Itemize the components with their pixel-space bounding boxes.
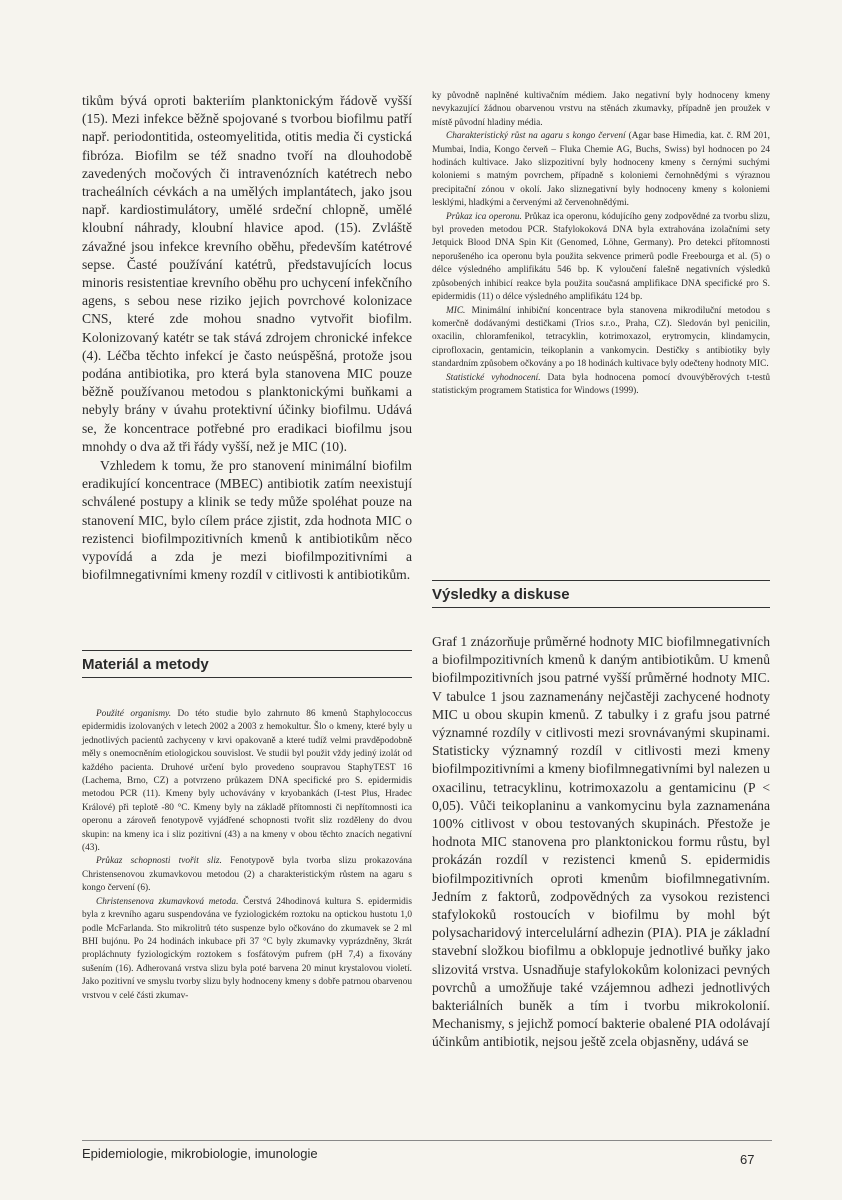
methods-mic-paragraph	[432, 305, 770, 372]
methods-ica-paragraph	[432, 211, 770, 305]
methods-heading: Materiál a metody	[82, 656, 209, 673]
paragraph-lead: Průkaz ica operonu.	[446, 211, 522, 222]
paragraph-lead: Christensenova zkumavková metoda.	[96, 896, 239, 907]
paragraph-lead: Charakteristický růst na agaru s kongo červení	[446, 131, 626, 142]
results-section	[432, 633, 770, 1052]
paragraph-body: Do této studie bylo zahrnuto 86 kmenů Staphylococcus epidermidis izolovaných v letech 2002 a 2003 z hemokultur. Šlo o kmeny, které byly u jednotlivých pacientů zachyceny v krvi opakovaně a které tudíž velmi pravděpodobně měly s onemocněním etiologickou souvislost. Ve studii byl použit vždy jediný izolát od každého pacienta. Druhové určení bylo provedeno soupravou StaphyTEST 16 (Lachema, Brno, CZ) a potvrzeno průkazem DNA specifické pro S. epidermidis metodou PCR (11). Kmeny byly uchovávány v kryobankách (I-test Plus, Hradec Králové) při teplotě -80 °C. Kmeny byly na základě přítomnosti či nepřítomnosti ica operonu a zároveň fenotypově vyjádřené schopnosti tvořit sliz rozděleny do dvou skupin: na kmeny ica i sliz pozitivní (43) a na kmeny v obou těchto znacích negativní (43).	[82, 709, 413, 854]
intro-paragraph: tikům bývá oproti bakteriím planktonickým řádově vyšší (15). Mezi infekce běžně spojované s tvorbou biofilmu patří např. periodontitida, osteomyelitida, otitis media či cystická fibróza. Biofilm se též snadno tvoří na dlouhodobě zavedených močových či intravenózních katétrech nebo tracheálních cévkách a na umělých implantátech, jako jsou např. kardiostimulátory, umělé srdeční chlopně, umělé kloubní náhrady, kloubní hlavice apod. (15). Zvláště závažné jsou infekce krevního oběhu, především katétrové sepse. Časté používání katétrů, představujících locus minoris resistentiae krevního oběhu pro uchycení infekčního agens, s sebou nese riziko jejich povrchové kolonizace CNS, které zde mohou snadno vytvořit biofilm. Kolonizovaný katétr se tak stává zdrojem chronické infekce (4). Léčba těchto infekcí je často neúspěšná, protože jsou podána antibiotika, pro která byla stanovena MIC pouze běžně používanou metodou s planktonickými buňkami a nebyly brány v úvahu protektivní účinky biofilmu. Udává se, že koncentrace potřebné pro eradikaci biofilmu jsou mnohdy o dva až tři řády vyšší, než je MIC (10).	[82, 93, 412, 454]
results-heading-block	[432, 580, 770, 608]
methods-heading-block	[82, 650, 412, 678]
methods-christensen-paragraph	[82, 896, 412, 1003]
journal-name: Epidemiologie, mikrobiologie, imunologie	[82, 1146, 318, 1161]
paragraph-lead: Statistické vyhodnocení.	[446, 372, 541, 383]
footer-divider	[82, 1140, 772, 1141]
paragraph-body: Čerstvá 24hodinová kultura S. epidermidis byla z krevního agaru suspendována ve fyziologickém roztoku na optickou hustotu 1,0 podle McFarlanda. Sto mikrolitrů této suspenze bylo očkováno do zkumavek se 2 ml BHI bujónu. Po 24 hodinách inkubace při 37 °C byly zkumavky vyprázdněny, 3krát propláchnuty fyziologickým roztokem s fosfátovým pufrem (pH 7,4) a fixovány sušením (16). Adherovaná vrstva slizu byla poté barvena 20 minut krystalovou violetí. Jako pozitivní ve smyslu tvorby slizu byly hodnoceny kmeny s dobře patrnou obarvenou vrstvou v celé části zkumav-	[82, 896, 412, 1001]
page-number: 67	[740, 1152, 755, 1167]
right-column	[432, 90, 770, 398]
paragraph-body: (Agar base Himedia, kat. č. RM 201, Mumbai, India, Kongo červeň – Fluka Chemie AG, Buchs, Swiss) byl hodnocen po 24 hodinách kultivace. Jako slizpozitivní byly hodnoceny kmeny s černými suchými koloniemi s matným povrchem, případně s koloniemi černohnědými s výraznou precipitační zónou v okolí. Jako sliznegativní byly hodnoceny kmeny s koloniemi lesklými, hladkými a červenými až červenohnědými.	[432, 131, 770, 209]
paragraph-body: Data byla hodnocena pomocí dvouvýběrových t-testů statistickým programem Statistica for Windows (1999).	[432, 372, 770, 396]
left-column	[82, 92, 412, 584]
methods-statistics-paragraph	[432, 372, 770, 399]
heading-rule-bottom	[432, 607, 770, 608]
aim-paragraph: Vzhledem k tomu, že pro stanovení minimální biofilm eradikující koncentrace (MBEC) antibiotik zatím neexistují schválené postupy a klinik se tedy může spoléhat pouze na stanovení MIC, bylo cílem práce zjistit, zda hodnota MIC o rezistenci biofilmpozitivních kmenů k antibiotikům něco vypovídá a zda je mezi biofilmpozitivními a biofilmnegativními kmeny rozdíl v citlivosti k antibiotikům.	[82, 458, 412, 583]
heading-rule-bottom	[82, 677, 412, 678]
paragraph-lead: Průkaz schopnosti tvořit sliz.	[96, 856, 222, 867]
paragraph-body: Minimální inhibiční koncentrace byla stanovena mikrodiluční metodou s komerčně dodávanými destičkami (Trios s.r.o., Praha, CZ). Sledován byl penicilin, oxacilin, chloramfenikol, tetracyklin, kotrimoxazol, erytromycin, klindamycin, ciprofloxacin, gentamicin, teikoplanin a vankomycin. Destičky s antibiotiky byly standardním způsobem očkovány a po 18 hodinách kultivace byly odečteny hodnoty MIC.	[432, 305, 770, 370]
paragraph-body: Průkaz ica operonu, kódujícího geny zodpovědné za tvorbu slizu, byl proveden metodou PCR. Stafylokoková DNA byla extrahována izolačními sety Jetquick Blood DNA Spin Kit (Genomed, Löhne, Germany). Pro detekci přítomnosti neporušeného ica operonu byla použita sekvence primerů podle Freebourga et al. (5) o délce výsledného amplifikátu 546 bp. K vyloučení falešně negativních výsledků způsobených inhibicí reakce byla použita současná amplifikace DNA specifické pro S. epidermidis (11) o délce výsledného amplifikátu 124 bp.	[432, 211, 770, 303]
results-paragraph: Graf 1 znázorňuje průměrné hodnoty MIC biofilmnegativních a biofilmpozitivních kmenů k daným antibiotikům. U kmenů biofilmpozitivních jsou patrné vyšší průměrné hodnoty MIC. V tabulce 1 jsou zaznamenány nejčastěji zachycené hodnoty MIC u obou skupin kmenů. Z tabulky i z grafu jsou patrné významné rozdíly v citlivosti mezi srovnávanými skupinami. Statisticky významný rozdíl v citlivosti mezi kmeny biofilmpozitivními a kmeny biofilmnegativními byl nalezen u oxacilinu, tetracyklinu, kotrimoxazolu a gentamicinu (P < 0,05). Vůči teikoplaninu a vankomycinu byla zaznamenána 100% citlivost v obou testovaných skupinách. Přestože je hodnota MIC stanovena pro planktonickou formu růstu, byl prokázán rozdíl v rezistenci kmenů S. epidermidis biofilmpozitivních oproti kmenům biofilmnegativním. Jedním z faktorů, zodpovědných za vysokou rezistenci stafylokoků rostoucích v biofilmu by mohl být polysacharidový intercelulární adhezin (PIA). PIA je základní stavební složkou biofilmu a obklopuje jednotlivé buňky jako slizovitá vrstva. Usnadňuje stafylokokům kolonizaci pevných povrchů a umožňuje také vzájemnou adhezi jednotlivých bakteriálních buněk a tím i tvorbu mikrokolonií. Mechanismy, s jejichž pomocí bakterie obalené PIA odolávají účinkům antibiotik, nejsou ještě zcela objasněny, udává se	[432, 634, 770, 1050]
results-heading: Výsledky a diskuse	[432, 586, 570, 603]
methods-section	[82, 708, 412, 1003]
paragraph-lead: Použité organismy.	[96, 709, 172, 719]
paragraph-lead: MIC.	[446, 305, 466, 316]
methods-slime-paragraph	[82, 855, 412, 895]
methods-organisms-paragraph	[82, 708, 412, 855]
paragraph-body: Fenotypově byla tvorba slizu prokazována Christensenovou zkumavkovou metodou (2) a charakteristickým růstem na agaru s kongo červení (6).	[82, 856, 412, 894]
methods-continued-paragraph: ky původně naplněné kultivačním médiem. Jako negativní byly hodnoceny kmeny nevykazující žádnou obarvenou vrstvu na stěnách zkumavky, případně jen proužek v místě původní hladiny média.	[432, 91, 770, 128]
methods-congo-red-paragraph	[432, 130, 770, 210]
